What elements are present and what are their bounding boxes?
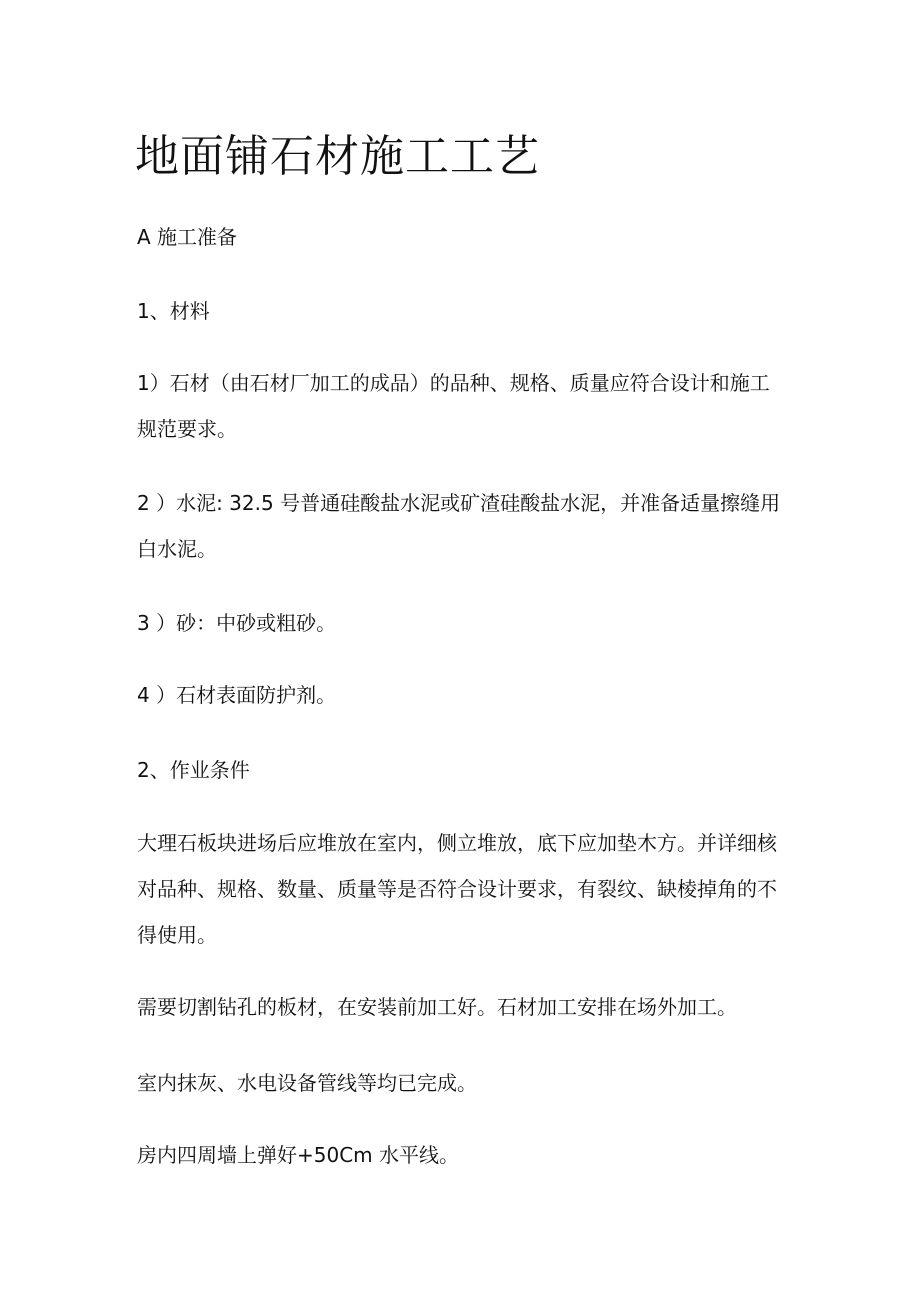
- condition-paragraph-level-line: 房内四周墙上弹好+50Cm 水平线。: [137, 1143, 460, 1167]
- condition-paragraph-cutting: 需要切割钻孔的板材，在安装前加工好。石材加工安排在场外加工。: [137, 995, 737, 1019]
- page-title: 地面铺石材施工工艺: [135, 131, 540, 182]
- subsection-heading-materials: 1、材料: [137, 299, 210, 323]
- material-item-stone: 1）石材（由石材厂加工的成品）的品种、规格、质量应符合设计和施工规范要求。: [137, 371, 770, 441]
- subsection-heading-conditions: 2、作业条件: [137, 758, 250, 782]
- condition-paragraph-storage: 大理石板块进场后应堆放在室内，侧立堆放，底下应加垫木方。并详细核对品种、规格、数量、质量等是否符合设计要求，有裂纹、缺棱掉角的不得使用。: [137, 831, 777, 947]
- material-item-sand: 3 ）砂：中砂或粗砂。: [137, 611, 337, 635]
- material-item-cement: 2 ）水泥: 32.5 号普通硅酸盐水泥或矿渣硅酸盐水泥，并准备适量擦缝用白水泥。: [137, 491, 781, 561]
- section-heading-a: A 施工准备: [137, 225, 238, 249]
- condition-paragraph-plastering: 室内抹灰、水电设备管线等均已完成。: [137, 1071, 477, 1095]
- material-item-protectant: 4 ）石材表面防护剂。: [137, 683, 337, 707]
